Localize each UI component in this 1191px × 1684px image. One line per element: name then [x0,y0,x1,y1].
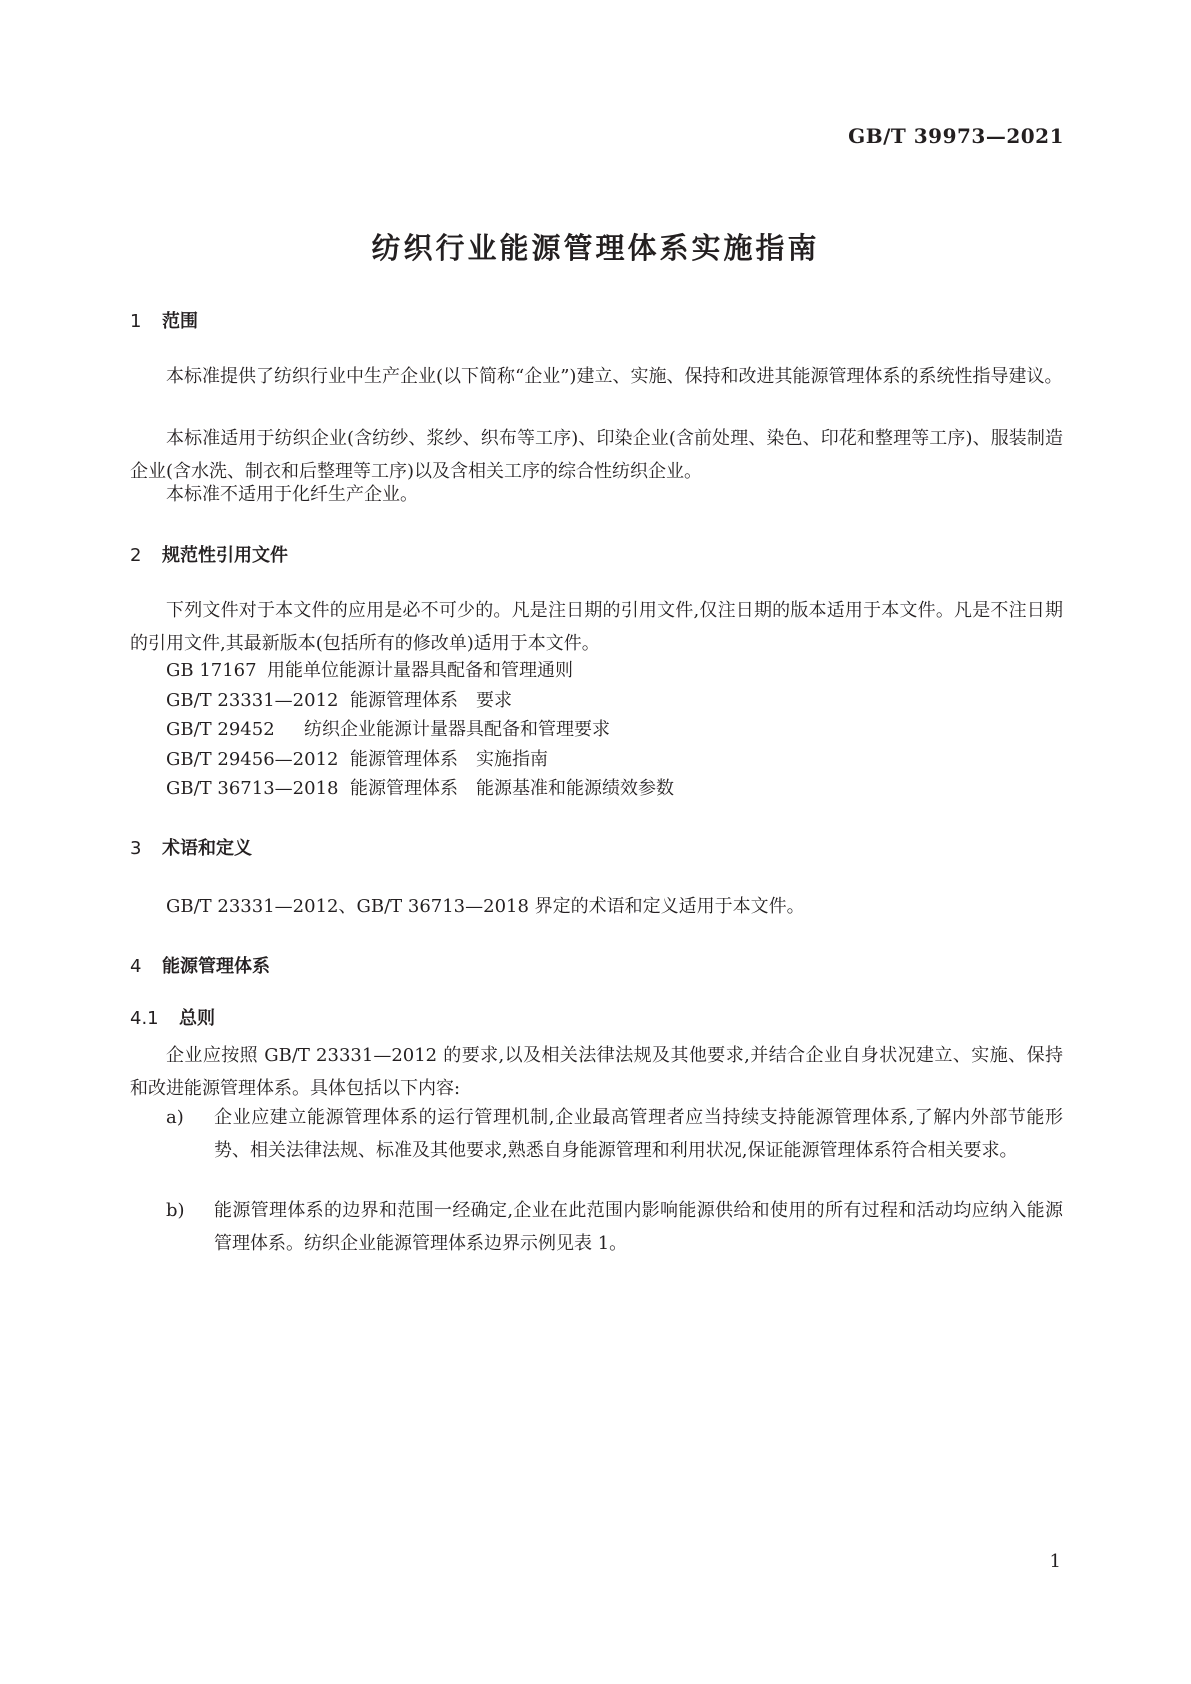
reference-code: GB/T 29452 [166,719,275,740]
section-title: 规范性引用文件 [162,545,288,566]
reference-title: 纺织企业能源计量器具配备和管理要求 [304,719,610,740]
standard-number: GB/T 39973—2021 [848,124,1064,148]
reference-code: GB/T 23331—2012 [166,690,339,711]
reference-item [166,656,573,682]
reference-subtitle: 实施指南 [476,749,548,770]
subsection-title: 总则 [179,1008,215,1029]
section-number: 1 [130,311,142,332]
section-3-text: GB/T 23331—2012、GB/T 36713—2018 界定的术语和定义适用于本文件。 [166,896,805,917]
reference-subtitle: 要求 [476,690,512,711]
section-2-heading [130,541,288,567]
subsection-number: 4.1 [130,1008,159,1029]
reference-title: 能源管理体系 [350,690,458,711]
reference-title: 能源管理体系 [350,749,458,770]
list-item-text: 企业应建立能源管理体系的运行管理机制,企业最高管理者应当持续支持能源管理体系,了解内外部节能形势、相关法律法规、标准及其他要求,熟悉自身能源管理和利用状况,保证能源管理体系符合相关要求。 [214,1107,1063,1161]
section-2-intro: 下列文件对于本文件的应用是必不可少的。凡是注日期的引用文件,仅注日期的版本适用于本文件。凡是不注日期的引用文件,其最新版本(包括所有的修改单)适用于本文件。 [130,600,1063,654]
document-title: 纺织行业能源管理体系实施指南 [371,231,820,265]
section-title: 范围 [162,311,198,332]
list-item-marker: b) [166,1200,185,1221]
section-3-heading [130,834,252,860]
reference-subtitle: 能源基准和能源绩效参数 [476,778,674,799]
section-1-paragraph: 本标准适用于纺织企业(含纺纱、浆纱、织布等工序)、印染企业(含前处理、染色、印花和整理等工序)、服装制造企业(含水洗、制衣和后整理等工序)以及含相关工序的综合性纺织企业。 [130,428,1063,482]
section-title: 能源管理体系 [162,956,270,977]
reference-code: GB/T 29456—2012 [166,749,339,770]
list-item-marker: a) [166,1107,184,1128]
list-item-text: 能源管理体系的边界和范围一经确定,企业在此范围内影响能源供给和使用的所有过程和活动均应纳入能源管理体系。纺织企业能源管理体系边界示例见表 1。 [214,1200,1063,1254]
section-1-paragraph: 本标准提供了纺织行业中生产企业(以下简称“企业”)建立、实施、保持和改进其能源管理体系的系统性指导建议。 [166,366,1063,387]
section-4-1-intro: 企业应按照 GB/T 23331—2012 的要求,以及相关法律法规及其他要求,并结合企业自身状况建立、实施、保持和改进能源管理体系。具体包括以下内容: [130,1045,1063,1099]
reference-item [166,686,512,712]
section-number: 2 [130,545,142,566]
list-item [130,1101,1063,1167]
page-number: 1 [1049,1551,1061,1572]
section-number: 4 [130,956,142,977]
list-item [130,1194,1063,1260]
reference-code: GB/T 36713—2018 [166,778,339,799]
reference-title: 用能单位能源计量器具配备和管理通则 [267,660,573,681]
section-title: 术语和定义 [162,838,252,859]
section-number: 3 [130,838,142,859]
section-4-1-heading [130,1004,215,1030]
reference-item [166,715,610,741]
reference-item [166,745,548,771]
section-1-heading [130,307,198,333]
section-1-paragraph: 本标准不适用于化纤生产企业。 [166,484,418,505]
section-4-heading [130,952,270,978]
reference-code: GB 17167 [166,660,257,681]
reference-item [166,774,674,800]
reference-title: 能源管理体系 [350,778,458,799]
